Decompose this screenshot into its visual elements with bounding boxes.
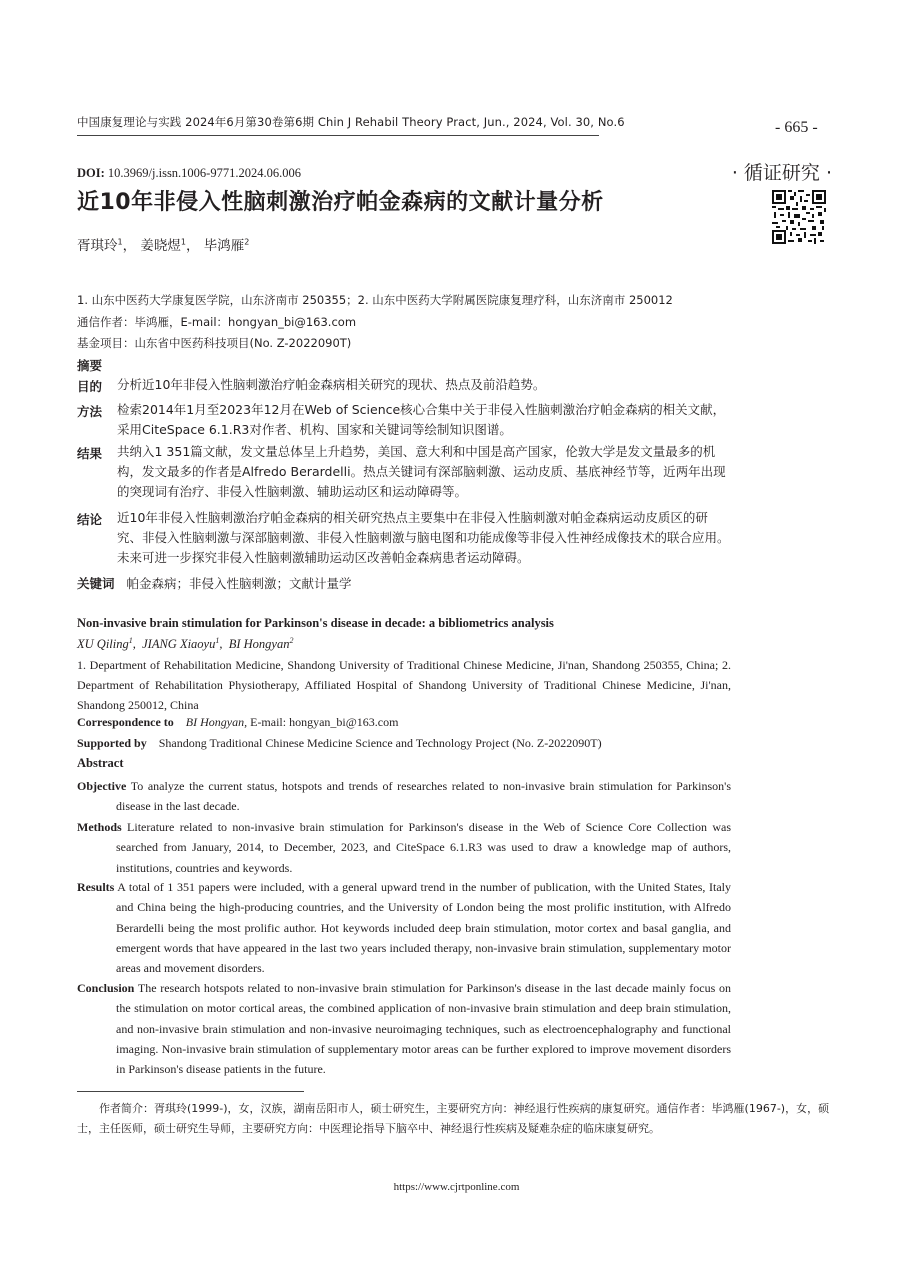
affiliations-zh: 1. 山东中医药大学康复医学院，山东济南市 250355；2. 山东中医药大学附属医院康复理疗科，山东济南市 250012 (77, 293, 673, 307)
title-en: Non-invasive brain stimulation for Parkinson's disease in decade: a bibliometrics analysis (77, 616, 554, 630)
objective-en-label: Objective (77, 779, 127, 793)
objective-zh-text: 分析近10年非侵入性脑刺激治疗帕金森病相关研究的现状、热点及前沿趋势。 (117, 377, 546, 392)
author-en: JIANG Xiaoyu (142, 637, 216, 652)
results-zh-label: 结果 (77, 446, 103, 461)
keywords-zh-label: 关键词 (77, 576, 115, 591)
methods-en (77, 817, 731, 878)
results-zh-text: 共纳入1 351篇文献，发文量总体呈上升趋势，美国、意大利和中国是高产国家，伦敦大学是发文量最多的机构，发文最多的作者是Alfredo Berardelli。热点关键词有深部脑刺激、运动皮质、基底神经节等，近两年出现的突现词有治疗、非侵入性脑刺激、辅助运动区和运动障碍等。 (117, 444, 726, 499)
footnote-rule (77, 1091, 304, 1092)
supported-en-text: Shandong Traditional Chinese Medicine Science and Technology Project (No. Z-2022090T) (158, 736, 602, 750)
author-footnote: 作者简介：胥琪玲(1999-)，女，汉族，湖南岳阳市人，硕士研究生，主要研究方向：神经退行性疾病的康复研究。通信作者：毕鸿雁(1967-)，女，硕士，主任医师，硕士研究生导师，主要研究方向：中医理论指导下脑卒中、神经退行性疾病及疑难杂症的临床康复研究。 (77, 1102, 830, 1135)
author-affil-sup: 2 (289, 636, 294, 645)
correspondence-en (77, 715, 398, 730)
conclusion-en (77, 978, 731, 1079)
author-en: BI Hongyan (228, 637, 290, 652)
doi-label: DOI: (77, 166, 105, 180)
correspondence-en-name: BI Hongyan, (185, 715, 248, 729)
correspondence-zh: 通信作者：毕鸿雁，E-mail：hongyan_bi@163.com (77, 315, 357, 329)
authors-zh: 胥琪玲$^1$， 姜晓煜$^1$， 毕鸿雁$^2$ (77, 237, 250, 254)
keywords-zh (77, 574, 351, 592)
author-affil-sup: 1 (128, 636, 133, 645)
funding-zh: 基金项目：山东省中医药科技项目(No. Z-2022090T) (77, 336, 352, 350)
qr-code-icon (772, 190, 826, 244)
author-affil-sup: 1 (117, 237, 123, 247)
methods-en-text: Literature related to non-invasive brain stimulation for Parkinson's disease in the Web of Science Core Collection was searched from January, 2014, to December, 2023, and CiteSpace 6.1.R3 was used to draw a knowledge map of authors, institutions, countries and keywords. (116, 820, 732, 875)
conclusion-zh-label: 结论 (77, 512, 103, 527)
results-en-text: A total of 1 351 papers were included, with a general upward trend in the number of publication, with the United States, Italy and China being the high-producing countries, and the University of London being the most prolific institution, with Alfredo Berardelli being the most prolific author. Hot keywords included deep brain stimulation, motor cortex and basal ganglia, and emergent words that have appeared in the last two years included therapy, non-invasive brain stimulation, supplementary motor areas and movement disorders. (116, 880, 732, 976)
author-zh: 毕鸿雁 (203, 238, 245, 254)
methods-en-label: Methods (77, 820, 122, 834)
doi-value: 10.3969/j.issn.1006-9771.2024.06.006 (104, 166, 301, 180)
abstract-en-heading: Abstract (77, 756, 124, 770)
authors-en: XU Qiling$^1$, JIANG Xiaoyu$^1$, BI Hongyan$^2$ (77, 636, 294, 652)
affiliations-en: 1. Department of Rehabilitation Medicine, Shandong University of Traditional Chinese Medicine, Ji'nan, Shandong 250355, China; 2. Department of Rehabilitation Physiotherapy, Affiliated Hospital of Shandong University of Traditional Chinese Medicine, Ji'nan, Shandong 250012, China (77, 658, 731, 712)
author-en: XU Qiling (77, 637, 129, 652)
supported-en-label: Supported by (77, 736, 147, 750)
keywords-zh-text: 帕金森病；非侵入性脑刺激；文献计量学 (126, 576, 352, 591)
column-label: · 循证研究 · (731, 162, 832, 184)
author-affil-sup: 1 (215, 636, 220, 645)
author-zh: 姜晓煜 (140, 238, 181, 254)
running-head: 中国康复理论与实践 2024年6月第30卷第6期 Chin J Rehabil Theory Pract, Jun., 2024, Vol. 30, No.6 (77, 115, 625, 129)
title-zh: 近10年非侵入性脑刺激治疗帕金森病的文献计量分析 (77, 190, 604, 215)
journal-url[interactable]: https://www.cjrtponline.com (393, 1181, 520, 1193)
objective-en (77, 776, 731, 817)
objective-zh-label: 目的 (77, 379, 103, 394)
correspondence-en-email: E-mail: hongyan_bi@163.com (247, 715, 399, 729)
page-number: - 665 - (775, 119, 818, 136)
abstract-zh-heading: 摘要 (77, 358, 103, 373)
objective-en-text: To analyze the current status, hotspots and trends of researches related to non-invasive brain stimulation for Parkinson's disease in the last decade. (116, 779, 731, 814)
conclusion-en-label: Conclusion (77, 981, 135, 995)
results-en-label: Results (77, 880, 115, 894)
author-zh: 胥琪玲 (77, 238, 118, 254)
doi (77, 166, 301, 181)
methods-zh-text: 检索2014年1月至2023年12月在Web of Science核心合集中关于非侵入性脑刺激治疗帕金森病的相关文献，采用CiteSpace 6.1.R3对作者、机构、国家和关键词等绘制知识图谱。 (117, 402, 726, 437)
correspondence-en-label: Correspondence to (77, 715, 174, 729)
author-affil-sup: 2 (244, 237, 250, 247)
author-affil-sup: 1 (180, 237, 186, 247)
conclusion-en-text: The research hotspots related to non-invasive brain stimulation for Parkinson's disease in the last decade mainly focus on the stimulation on motor cortical areas, the combined application of non-invasive brain stimulation and deep brain stimulation, and non-invasive brain stimulation and non-invasive neuroimaging techniques, such as electroencephalography and functional imaging. Non-invasive brain stimulation of supplementary motor areas can be further explored to improve movement disorders in Parkinson's disease patients in the future. (116, 981, 731, 1077)
supported-en (77, 736, 602, 751)
conclusion-zh-text: 近10年非侵入性脑刺激治疗帕金森病的相关研究热点主要集中在非侵入性脑刺激对帕金森病运动皮质区的研究、非侵入性脑刺激与深部脑刺激、非侵入性脑刺激与脑电图和功能成像等非侵入性神经成像技术的联合应用。未来可进一步探究非侵入性脑刺激辅助运动区改善帕金森病患者运动障碍。 (117, 510, 730, 565)
methods-zh-label: 方法 (77, 404, 103, 419)
results-en (77, 877, 731, 978)
header-rule (77, 135, 599, 136)
